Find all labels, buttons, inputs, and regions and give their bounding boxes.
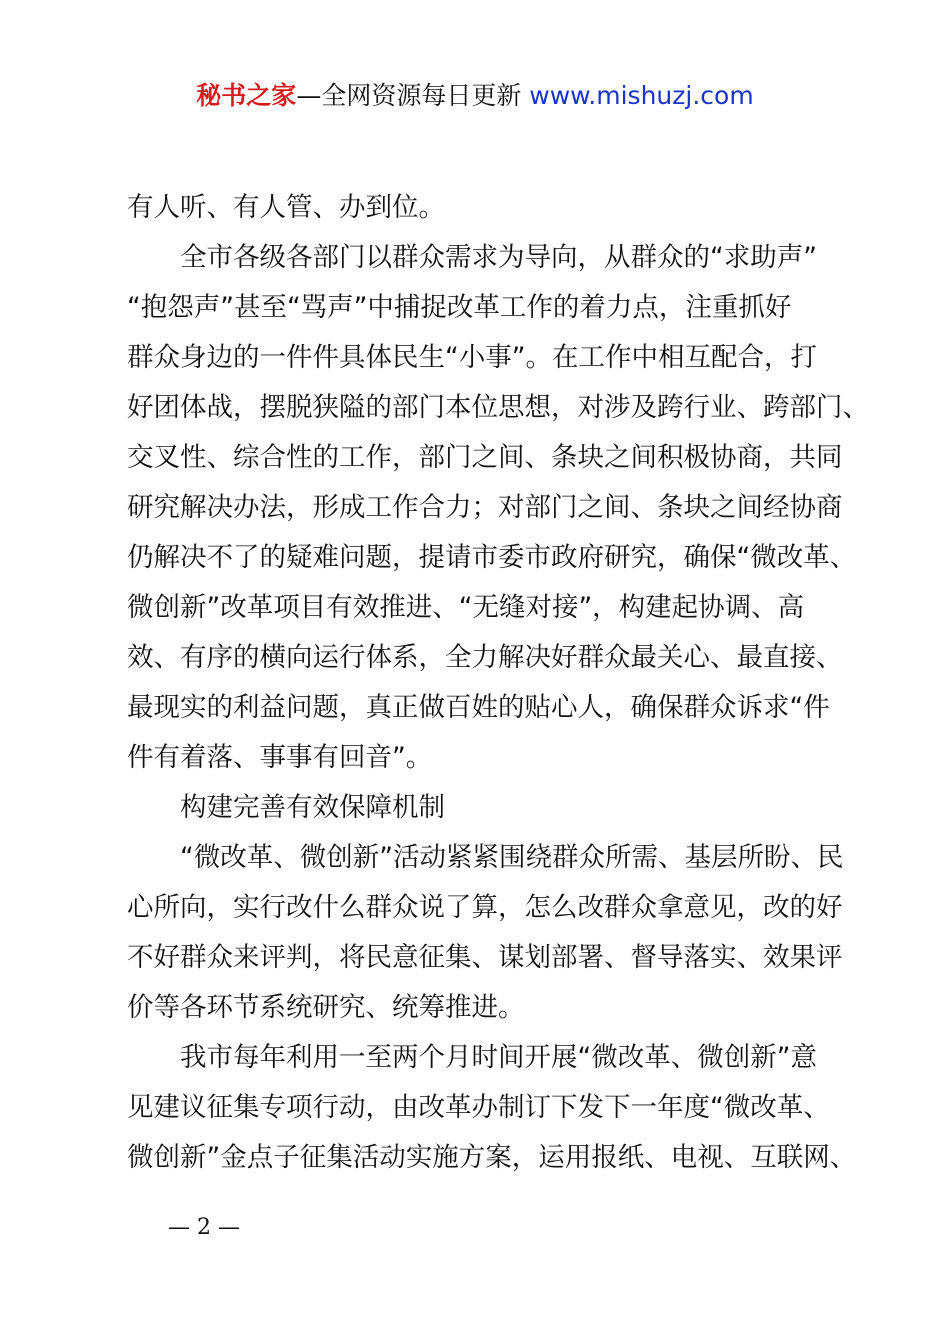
text-line: “微改革、微创新”活动紧紧围绕群众所需、基层所盼、民	[127, 842, 844, 873]
text-line: 微创新”金点子征集活动实施方案，运用报纸、电视、互联网、	[127, 1142, 857, 1173]
text-line: 有人听、有人管、办到位。	[127, 192, 445, 223]
text-line: 仍解决不了的疑难问题，提请市委市政府研究，确保“微改革、	[127, 542, 857, 573]
text-line: 好团体战，摆脱狭隘的部门本位思想，对涉及跨行业、跨部门、	[127, 392, 869, 423]
text-line: 我市每年利用一至两个月时间开展“微改革、微创新”意	[127, 1042, 817, 1073]
text-line: “抱怨声”甚至“骂声”中捕捉改革工作的着力点，注重抓好	[127, 292, 792, 323]
text-line: 群众身边的一件件具体民生“小事”。在工作中相互配合，打	[127, 342, 817, 373]
text-line: 心所向，实行改什么群众说了算，怎么改群众拿意见，改的好	[127, 892, 843, 923]
text-line: 见建议征集专项行动，由改革办制订下发下一年度“微改革、	[127, 1092, 830, 1123]
text-line: 交叉性、综合性的工作，部门之间、条块之间积极协商，共同	[127, 442, 843, 473]
text-line: 全市各级各部门以群众需求为导向，从群众的“求助声”	[127, 242, 817, 273]
header-tagline: —全网资源每日更新	[296, 81, 530, 110]
text-line: 微创新”改革项目有效推进、“无缝对接”，构建起协调、高	[127, 592, 805, 623]
text-line: 效、有序的横向运行体系，全力解决好群众最关心、最直接、	[127, 642, 843, 673]
text-line: 研究解决办法，形成工作合力；对部门之间、条块之间经协商	[127, 492, 843, 523]
text-line: 件有着落、事事有回音”。	[127, 742, 433, 773]
site-url-link[interactable]: www.mishuzj.com	[529, 81, 754, 110]
text-line: 最现实的利益问题，真正做百姓的贴心人，确保群众诉求“件	[127, 692, 830, 723]
text-line: 价等各环节系统研究、统筹推进。	[127, 992, 525, 1023]
text-line: 不好群众来评判，将民意征集、谋划部署、督导落实、效果评	[127, 942, 843, 973]
site-header	[0, 80, 950, 112]
brand-name: 秘书之家	[196, 81, 297, 110]
document-body	[127, 183, 869, 1183]
page-number: — 2 —	[168, 1215, 240, 1240]
section-heading: 构建完善有效保障机制	[127, 792, 445, 823]
